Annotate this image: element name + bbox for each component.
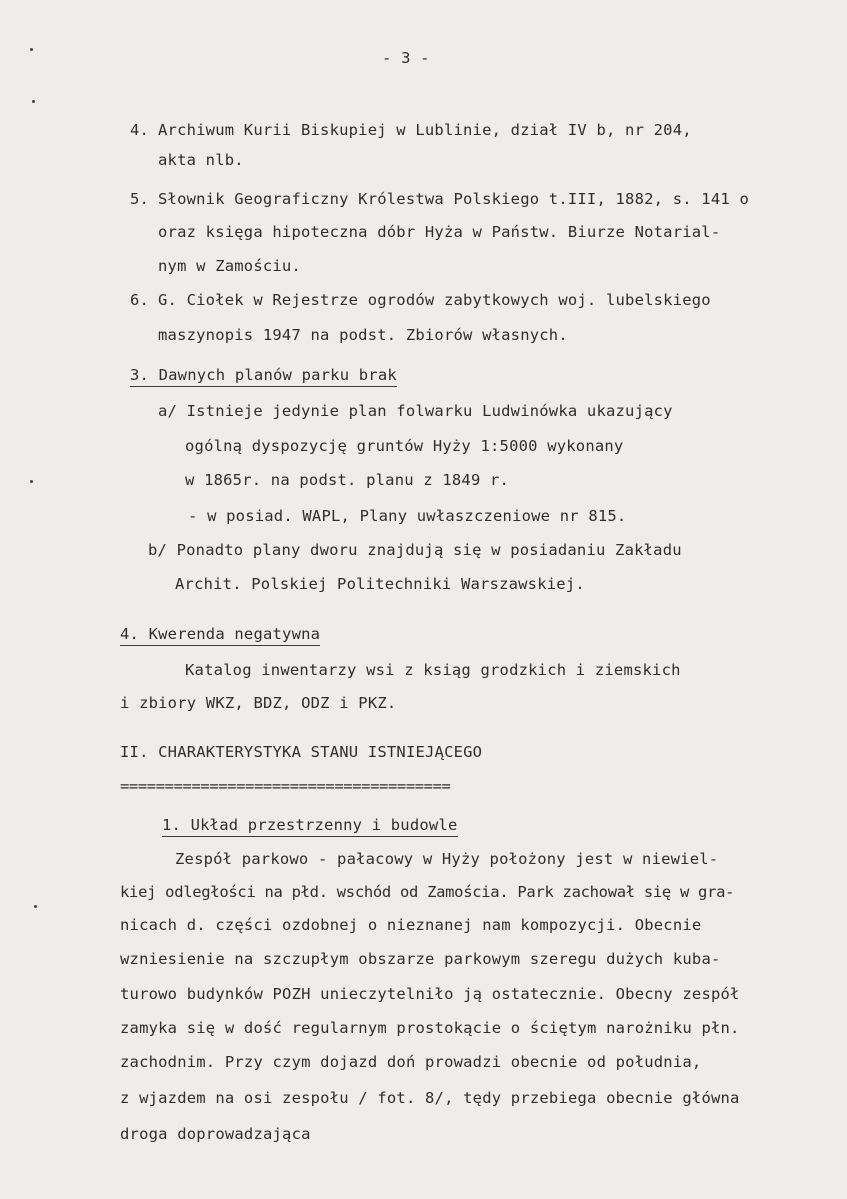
paragraph-line: b/ Ponadto plany dworu znajdują się w posiadaniu Zakładu	[148, 541, 682, 559]
paragraph-line: Katalog inwentarzy wsi z ksiąg grodzkich i ziemskich	[185, 661, 681, 679]
subsection-heading: 1. Układ przestrzenny i budowle	[162, 815, 458, 837]
source-line: nym w Zamościu.	[158, 257, 301, 275]
margin-mark	[30, 480, 33, 483]
paragraph-line: - w posiad. WAPL, Plany uwłaszczeniowe nr 815.	[188, 507, 627, 525]
paragraph-line: kiej odległości na płd. wschód od Zamościa. Park zachował się w gra-	[120, 883, 735, 901]
paragraph-line: a/ Istnieje jedynie plan folwarku Ludwinówka ukazujący	[158, 402, 673, 420]
chapter-heading: II. CHARAKTERYSTYKA STANU ISTNIEJĄCEGO	[120, 743, 483, 761]
source-number: 6.	[130, 291, 150, 309]
source-line: oraz księga hipoteczna dóbr Hyża w Państw. Biurze Notarial-	[158, 223, 721, 241]
paragraph-line: zamyka się w dość regularnym prostokącie o ściętym narożniku płn.	[120, 1019, 740, 1037]
source-number: 4.	[130, 121, 150, 139]
paragraph-line: w 1865r. na podst. planu z 1849 r.	[185, 471, 510, 489]
paragraph-line: zachodnim. Przy czym dojazd doń prowadzi obecnie od południa,	[120, 1053, 702, 1071]
paragraph-line: z wjazdem na osi zespołu / fot. 8/, tędy przebiega obecnie główna	[120, 1089, 740, 1107]
paragraph-line: wzniesienie na szczupłym obszarze parkowym szeregu dużych kuba-	[120, 950, 721, 968]
heading-rule: =====================================	[120, 777, 451, 795]
source-line: G. Ciołek w Rejestrze ogrodów zabytkowych woj. lubelskiego	[158, 291, 711, 309]
source-line: Archiwum Kurii Biskupiej w Lublinie, dział IV b, nr 204,	[158, 121, 692, 139]
source-number: 5.	[130, 190, 150, 208]
paragraph-line: turowo budynków POZH uniеczytelniło ją ostatecznie. Obecny zespół	[120, 985, 740, 1003]
margin-mark	[34, 905, 37, 908]
source-line: maszynopis 1947 na podst. Zbiorów własnych.	[158, 326, 568, 344]
paragraph-line: Archit. Polskiej Politechniki Warszawskiej.	[175, 575, 585, 593]
paragraph-line: Zespół parkowo - pałacowy w Hyży położony jest w niewiel-	[175, 850, 719, 868]
margin-mark	[30, 48, 33, 51]
paragraph-line: ogólną dyspozycję gruntów Hyży 1:5000 wykonany	[185, 437, 624, 455]
section-heading: 4. Kwerenda negatywna	[120, 624, 320, 646]
section-heading: 3. Dawnych planów parku brak	[130, 365, 397, 387]
source-line: Słownik Geograficzny Królestwa Polskiego t.III, 1882, s. 141 o	[158, 190, 749, 208]
margin-mark	[32, 100, 35, 103]
paragraph-line: droga doprowadzająca	[120, 1125, 311, 1143]
paragraph-line: nicach d. części ozdobnej o nieznanej nam kompozycji. Obecnie	[120, 916, 702, 934]
source-line: akta nlb.	[158, 151, 244, 169]
page-number: - 3 -	[382, 49, 430, 67]
paragraph-line: i zbiory WKZ, BDZ, ODZ i PKZ.	[120, 694, 397, 712]
